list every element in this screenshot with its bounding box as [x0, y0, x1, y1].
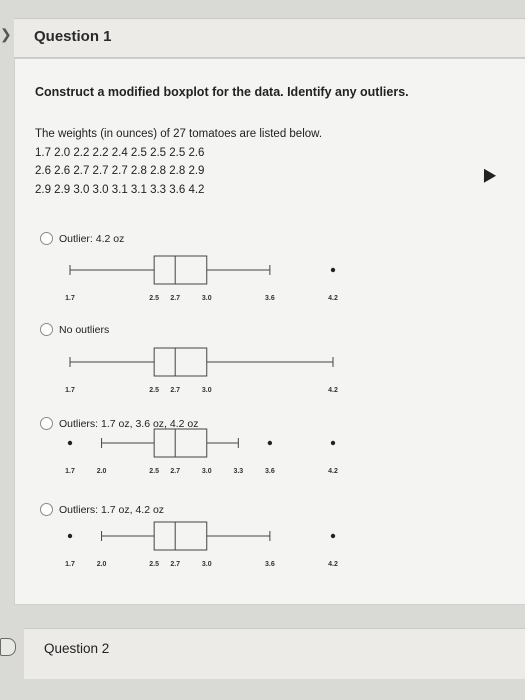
option-4-tick-label-2: 2.0	[96, 561, 107, 568]
option-1-label: Outlier: 4.2 oz	[59, 232, 125, 245]
option-1-outlier-point-1	[331, 268, 335, 272]
option-3-tick-label-8: 4.2	[328, 468, 338, 475]
option-1-tick-label-1: 1.7	[65, 295, 75, 302]
option-2-tick-label-2: 2.5	[149, 387, 160, 394]
option-3-outlier-point-1	[68, 441, 72, 445]
option-4-tick-label-5: 3.0	[201, 561, 212, 568]
question-1-title: Question 1	[34, 28, 112, 45]
option-4-outlier-point-2	[331, 534, 335, 538]
option-4-tick-label-3: 2.5	[149, 561, 160, 568]
option-2-tick-label-5: 4.2	[328, 387, 338, 394]
option-3-outlier-point-2	[268, 441, 272, 445]
option-3-tick-label-7: 3.6	[265, 468, 275, 475]
data-row-1: 1.7 2.0 2.2 2.2 2.4 2.5 2.5 2.5 2.6	[35, 146, 205, 159]
option-3-tick-label-1: 1.7	[65, 468, 75, 475]
option-2-tick-label-1: 1.7	[65, 387, 75, 394]
question-2-title: Question 2	[44, 641, 110, 656]
option-1-tick-label-5: 3.6	[265, 295, 275, 302]
collapse-chevron-icon[interactable]: ❯	[0, 26, 12, 42]
option-3-tick-label-4: 2.7	[170, 468, 181, 475]
option-4-outlier-point-1	[68, 534, 72, 538]
question-1-header	[14, 18, 525, 58]
question-2-header[interactable]	[24, 628, 525, 679]
option-4-label: Outliers: 1.7 oz, 4.2 oz	[59, 503, 165, 516]
option-3-box	[154, 429, 207, 457]
question-prompt: Construct a modified boxplot for the data. Identify any outliers.	[35, 85, 409, 99]
option-3-tick-label-3: 2.5	[149, 468, 160, 475]
boxplots	[15, 59, 525, 604]
data-row-3: 2.9 2.9 3.0 3.0 3.1 3.1 3.3 3.6 4.2	[35, 183, 205, 196]
option-2-tick-label-4: 3.0	[201, 387, 212, 394]
option-1-tick-label-2: 2.5	[149, 295, 160, 302]
option-3-tick-label-5: 3.0	[201, 468, 212, 475]
option-4-tick-label-4: 2.7	[170, 561, 181, 568]
option-1-box	[154, 256, 207, 284]
option-2-label: No outliers	[59, 323, 110, 336]
data-row-2: 2.6 2.6 2.7 2.7 2.7 2.8 2.8 2.8 2.9	[35, 165, 205, 177]
option-3-label: Outliers: 1.7 oz, 3.6 oz, 4.2 oz	[59, 417, 199, 430]
option-4-tick-label-7: 4.2	[328, 561, 338, 568]
option-2-box	[154, 348, 207, 376]
data-intro: The weights (in ounces) of 27 tomatoes are listed below.	[35, 128, 323, 140]
option-1-tick-label-6: 4.2	[328, 295, 338, 302]
question-2-flag-icon[interactable]	[0, 638, 16, 656]
option-3-tick-label-6: 3.3	[233, 468, 244, 475]
option-1-tick-label-3: 2.7	[170, 295, 181, 302]
option-2-tick-label-3: 2.7	[170, 387, 181, 394]
option-4-box	[154, 522, 207, 550]
option-3-outlier-point-3	[331, 441, 335, 445]
question-card	[14, 58, 525, 605]
option-3-tick-label-2: 2.0	[96, 468, 107, 475]
option-1-tick-label-4: 3.0	[201, 295, 212, 302]
option-4-tick-label-6: 3.6	[265, 561, 275, 568]
option-4-tick-label-1: 1.7	[65, 561, 75, 568]
